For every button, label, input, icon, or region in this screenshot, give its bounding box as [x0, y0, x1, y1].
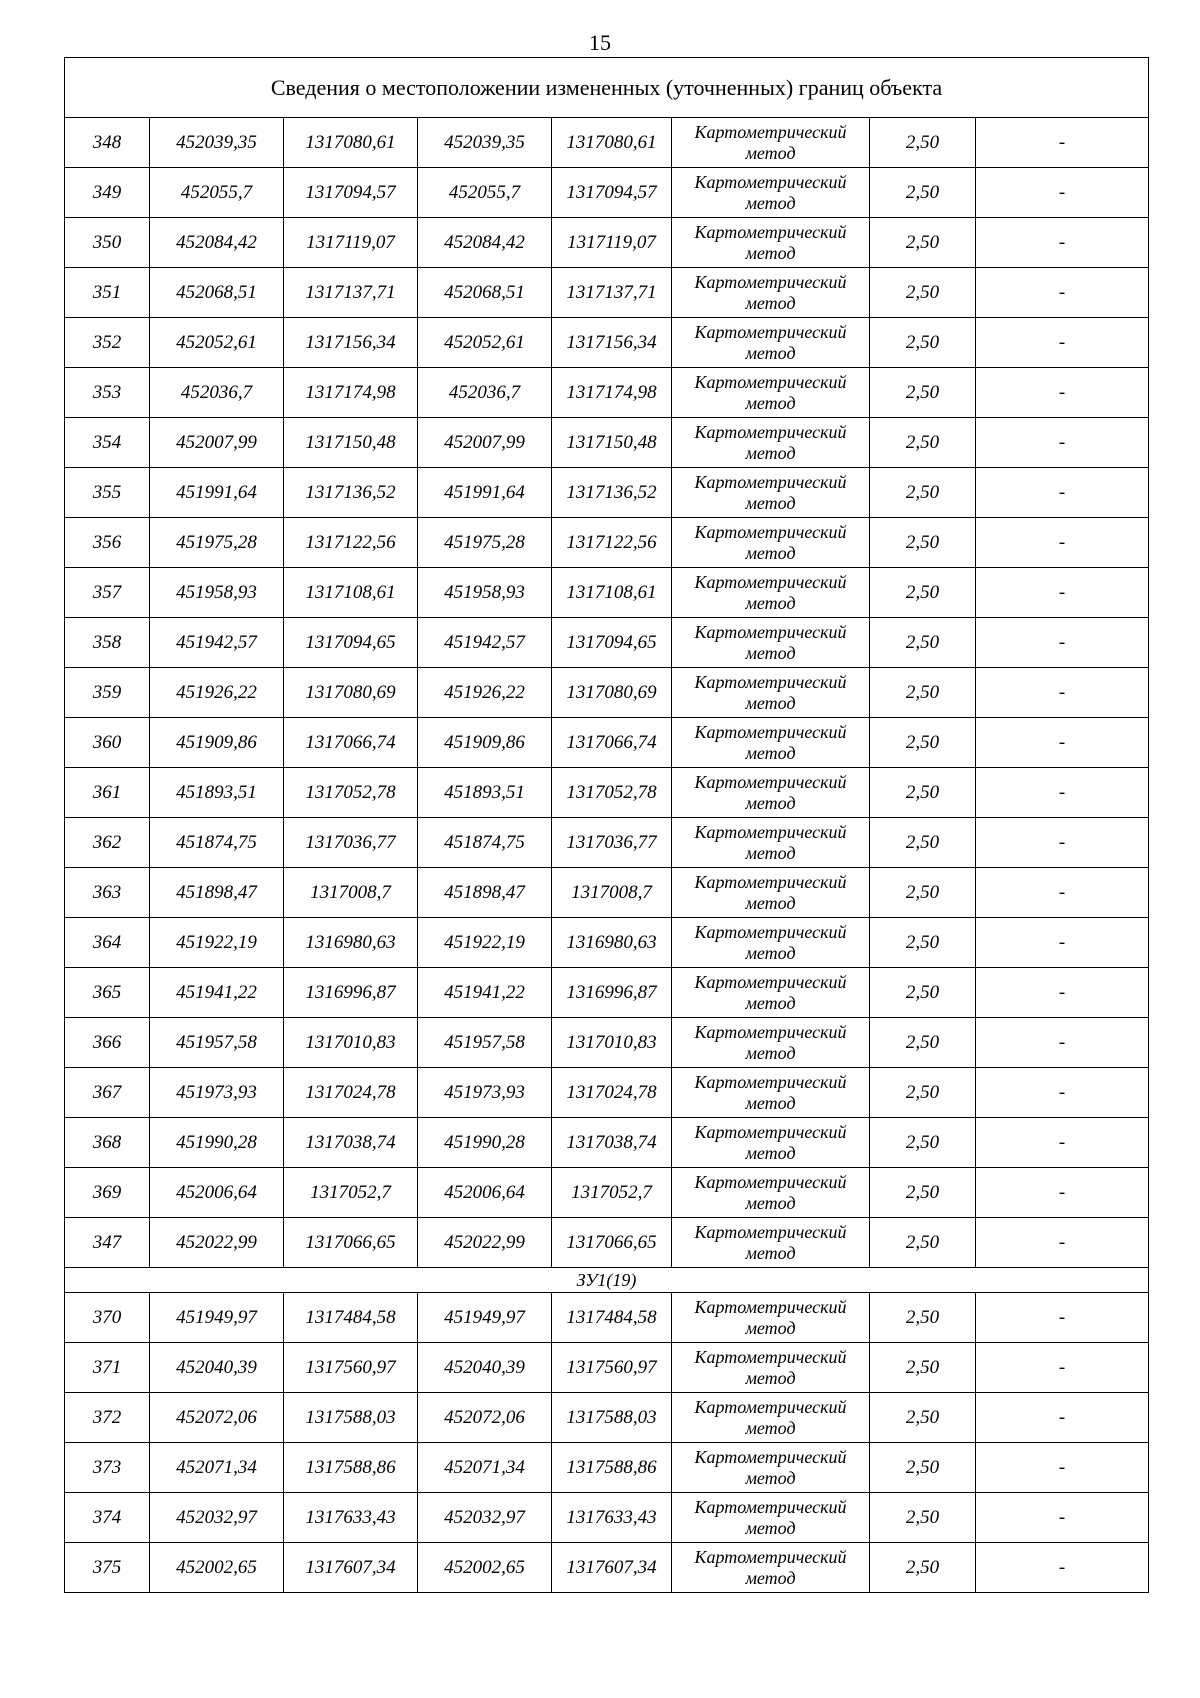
- table-row: [65, 1443, 1149, 1493]
- cell-x-new: 452036,7: [418, 368, 552, 418]
- cell-x-old: 451958,93: [150, 568, 284, 618]
- table-row: [65, 1218, 1149, 1268]
- cell-x-new: 451941,22: [418, 968, 552, 1018]
- cell-description: -: [976, 1393, 1149, 1443]
- cell-x-old: 451973,93: [150, 1068, 284, 1118]
- cell-x-old: 452002,65: [150, 1543, 284, 1593]
- cell-method: Картометрический метод: [672, 818, 870, 868]
- cell-x-old: 452007,99: [150, 418, 284, 468]
- cell-point-number: 365: [65, 968, 150, 1018]
- cell-description: -: [976, 1118, 1149, 1168]
- cell-y-new: 1317588,03: [552, 1393, 672, 1443]
- table-row: [65, 1068, 1149, 1118]
- table-row: [65, 1293, 1149, 1343]
- cell-description: -: [976, 268, 1149, 318]
- cell-description: -: [976, 1218, 1149, 1268]
- cell-y-old: 1317633,43: [284, 1493, 418, 1543]
- cell-method: Картометрический метод: [672, 318, 870, 368]
- cell-y-new: 1317094,65: [552, 618, 672, 668]
- cell-x-old: 452084,42: [150, 218, 284, 268]
- cell-accuracy: 2,50: [870, 518, 976, 568]
- cell-x-new: 451957,58: [418, 1018, 552, 1068]
- cell-x-old: 451898,47: [150, 868, 284, 918]
- cell-x-old: 452022,99: [150, 1218, 284, 1268]
- cell-accuracy: 2,50: [870, 1218, 976, 1268]
- cell-point-number: 373: [65, 1443, 150, 1493]
- cell-y-old: 1317607,34: [284, 1543, 418, 1593]
- cell-accuracy: 2,50: [870, 1393, 976, 1443]
- cell-method: Картометрический метод: [672, 1543, 870, 1593]
- cell-description: -: [976, 1493, 1149, 1543]
- table-row: [65, 518, 1149, 568]
- cell-point-number: 350: [65, 218, 150, 268]
- cell-y-new: 1316980,63: [552, 918, 672, 968]
- table-row: [65, 368, 1149, 418]
- table-row: [65, 1168, 1149, 1218]
- cell-y-old: 1317150,48: [284, 418, 418, 468]
- cell-description: -: [976, 768, 1149, 818]
- cell-accuracy: 2,50: [870, 718, 976, 768]
- cell-description: -: [976, 718, 1149, 768]
- cell-y-new: 1317560,97: [552, 1343, 672, 1393]
- cell-x-new: 452032,97: [418, 1493, 552, 1543]
- cell-point-number: 361: [65, 768, 150, 818]
- cell-accuracy: 2,50: [870, 318, 976, 368]
- cell-point-number: 362: [65, 818, 150, 868]
- cell-y-new: 1317066,74: [552, 718, 672, 768]
- cell-x-new: 452068,51: [418, 268, 552, 318]
- cell-y-new: 1316996,87: [552, 968, 672, 1018]
- cell-y-old: 1317052,7: [284, 1168, 418, 1218]
- page-number: 15: [589, 30, 611, 55]
- cell-accuracy: 2,50: [870, 668, 976, 718]
- cell-point-number: 349: [65, 168, 150, 218]
- cell-point-number: 364: [65, 918, 150, 968]
- cell-x-old: 451975,28: [150, 518, 284, 568]
- table-row: [65, 1118, 1149, 1168]
- table-row: [65, 1343, 1149, 1393]
- table-row: [65, 818, 1149, 868]
- cell-y-new: 1317080,69: [552, 668, 672, 718]
- cell-y-new: 1317122,56: [552, 518, 672, 568]
- cell-method: Картометрический метод: [672, 268, 870, 318]
- cell-y-old: 1317588,86: [284, 1443, 418, 1493]
- cell-accuracy: 2,50: [870, 868, 976, 918]
- cell-x-new: 451922,19: [418, 918, 552, 968]
- cell-y-new: 1317588,86: [552, 1443, 672, 1493]
- cell-x-new: 452052,61: [418, 318, 552, 368]
- cell-x-new: 452002,65: [418, 1543, 552, 1593]
- cell-y-new: 1317094,57: [552, 168, 672, 218]
- cell-x-new: 451990,28: [418, 1118, 552, 1168]
- cell-y-new: 1317607,34: [552, 1543, 672, 1593]
- cell-description: -: [976, 1168, 1149, 1218]
- cell-point-number: 357: [65, 568, 150, 618]
- cell-description: -: [976, 318, 1149, 368]
- cell-accuracy: 2,50: [870, 218, 976, 268]
- cell-point-number: 353: [65, 368, 150, 418]
- cell-method: Картометрический метод: [672, 1443, 870, 1493]
- cell-point-number: 375: [65, 1543, 150, 1593]
- cell-point-number: 347: [65, 1218, 150, 1268]
- cell-accuracy: 2,50: [870, 368, 976, 418]
- cell-y-old: 1317094,57: [284, 168, 418, 218]
- cell-x-old: 451957,58: [150, 1018, 284, 1068]
- cell-x-old: 451942,57: [150, 618, 284, 668]
- cell-method: Картометрический метод: [672, 1493, 870, 1543]
- cell-y-old: 1317484,58: [284, 1293, 418, 1343]
- table-title: Сведения о местоположении измененных (уточненных) границ объекта: [65, 58, 1149, 118]
- cell-x-old: 452006,64: [150, 1168, 284, 1218]
- table-row: [65, 1493, 1149, 1543]
- cell-accuracy: 2,50: [870, 818, 976, 868]
- cell-x-old: 451990,28: [150, 1118, 284, 1168]
- cell-point-number: 352: [65, 318, 150, 368]
- table-row: [65, 918, 1149, 968]
- cell-method: Картометрический метод: [672, 218, 870, 268]
- cell-x-new: 451942,57: [418, 618, 552, 668]
- cell-y-new: 1317633,43: [552, 1493, 672, 1543]
- cell-accuracy: 2,50: [870, 1168, 976, 1218]
- table-row: [65, 1393, 1149, 1443]
- cell-method: Картометрический метод: [672, 918, 870, 968]
- cell-y-new: 1317156,34: [552, 318, 672, 368]
- cell-method: Картометрический метод: [672, 718, 870, 768]
- cell-point-number: 369: [65, 1168, 150, 1218]
- cell-x-new: 452055,7: [418, 168, 552, 218]
- table-row: [65, 768, 1149, 818]
- cell-y-old: 1317137,71: [284, 268, 418, 318]
- table-title-row: [65, 58, 1149, 118]
- cell-x-old: 451949,97: [150, 1293, 284, 1343]
- cell-y-old: 1317588,03: [284, 1393, 418, 1443]
- table-row: [65, 718, 1149, 768]
- cell-description: -: [976, 1343, 1149, 1393]
- cell-x-old: 452072,06: [150, 1393, 284, 1443]
- cell-accuracy: 2,50: [870, 1493, 976, 1543]
- cell-method: Картометрический метод: [672, 368, 870, 418]
- cell-point-number: 356: [65, 518, 150, 568]
- cell-y-new: 1317038,74: [552, 1118, 672, 1168]
- cell-method: Картометрический метод: [672, 768, 870, 818]
- cell-x-new: 452022,99: [418, 1218, 552, 1268]
- cell-point-number: 371: [65, 1343, 150, 1393]
- cell-y-old: 1317052,78: [284, 768, 418, 818]
- cell-description: -: [976, 118, 1149, 168]
- cell-y-old: 1316980,63: [284, 918, 418, 968]
- cell-y-new: 1317484,58: [552, 1293, 672, 1343]
- cell-x-new: 451973,93: [418, 1068, 552, 1118]
- cell-x-old: 451874,75: [150, 818, 284, 868]
- cell-y-new: 1317136,52: [552, 468, 672, 518]
- cell-description: -: [976, 1293, 1149, 1343]
- cell-accuracy: 2,50: [870, 118, 976, 168]
- table-row: [65, 968, 1149, 1018]
- cell-accuracy: 2,50: [870, 418, 976, 468]
- table-body: [65, 58, 1149, 1593]
- cell-x-old: 451991,64: [150, 468, 284, 518]
- cell-description: -: [976, 1018, 1149, 1068]
- cell-y-new: 1317119,07: [552, 218, 672, 268]
- cell-point-number: 366: [65, 1018, 150, 1068]
- cell-y-old: 1317066,65: [284, 1218, 418, 1268]
- cell-x-old: 452055,7: [150, 168, 284, 218]
- cell-x-old: 451909,86: [150, 718, 284, 768]
- cell-description: -: [976, 818, 1149, 868]
- cell-y-new: 1317024,78: [552, 1068, 672, 1118]
- cell-accuracy: 2,50: [870, 618, 976, 668]
- cell-method: Картометрический метод: [672, 468, 870, 518]
- cell-point-number: 363: [65, 868, 150, 918]
- cell-x-new: 452084,42: [418, 218, 552, 268]
- cell-x-new: 451975,28: [418, 518, 552, 568]
- cell-x-old: 452071,34: [150, 1443, 284, 1493]
- cell-x-old: 452052,61: [150, 318, 284, 368]
- cell-description: -: [976, 218, 1149, 268]
- cell-x-old: 452039,35: [150, 118, 284, 168]
- table-row: [65, 668, 1149, 718]
- cell-method: Картометрический метод: [672, 668, 870, 718]
- cell-point-number: 370: [65, 1293, 150, 1343]
- cell-accuracy: 2,50: [870, 1293, 976, 1343]
- cell-y-old: 1317174,98: [284, 368, 418, 418]
- cell-y-old: 1317560,97: [284, 1343, 418, 1393]
- table-row: [65, 118, 1149, 168]
- cell-accuracy: 2,50: [870, 168, 976, 218]
- cell-y-new: 1317010,83: [552, 1018, 672, 1068]
- cell-x-old: 452040,39: [150, 1343, 284, 1393]
- cell-description: -: [976, 668, 1149, 718]
- cell-description: -: [976, 1543, 1149, 1593]
- cell-y-old: 1317108,61: [284, 568, 418, 618]
- cell-accuracy: 2,50: [870, 1018, 976, 1068]
- cell-accuracy: 2,50: [870, 968, 976, 1018]
- cell-y-old: 1317066,74: [284, 718, 418, 768]
- cell-x-new: 451949,97: [418, 1293, 552, 1343]
- cell-y-old: 1316996,87: [284, 968, 418, 1018]
- cell-x-old: 451893,51: [150, 768, 284, 818]
- cell-method: Картометрический метод: [672, 418, 870, 468]
- cell-y-new: 1317150,48: [552, 418, 672, 468]
- cell-y-old: 1317008,7: [284, 868, 418, 918]
- cell-accuracy: 2,50: [870, 1118, 976, 1168]
- cell-description: -: [976, 618, 1149, 668]
- cell-x-old: 451941,22: [150, 968, 284, 1018]
- cell-accuracy: 2,50: [870, 568, 976, 618]
- cell-y-new: 1317108,61: [552, 568, 672, 618]
- table-row: [65, 268, 1149, 318]
- boundary-coordinates-table: [64, 57, 1149, 1593]
- cell-method: Картометрический метод: [672, 1218, 870, 1268]
- cell-y-old: 1317080,61: [284, 118, 418, 168]
- cell-y-old: 1317036,77: [284, 818, 418, 868]
- cell-method: Картометрический метод: [672, 168, 870, 218]
- cell-method: Картометрический метод: [672, 968, 870, 1018]
- cell-description: -: [976, 468, 1149, 518]
- table-row: [65, 468, 1149, 518]
- section-label: ЗУ1(19): [65, 1268, 1149, 1293]
- cell-description: -: [976, 168, 1149, 218]
- cell-accuracy: 2,50: [870, 468, 976, 518]
- cell-point-number: 359: [65, 668, 150, 718]
- cell-method: Картометрический метод: [672, 1168, 870, 1218]
- cell-x-new: 452071,34: [418, 1443, 552, 1493]
- cell-x-new: 451874,75: [418, 818, 552, 868]
- cell-x-new: 451893,51: [418, 768, 552, 818]
- table-row: [65, 1018, 1149, 1068]
- table-row: [65, 568, 1149, 618]
- cell-y-new: 1317008,7: [552, 868, 672, 918]
- cell-point-number: 360: [65, 718, 150, 768]
- cell-method: Картометрический метод: [672, 568, 870, 618]
- table-row: [65, 418, 1149, 468]
- table-row: [65, 618, 1149, 668]
- cell-accuracy: 2,50: [870, 1343, 976, 1393]
- cell-y-new: 1317052,78: [552, 768, 672, 818]
- cell-y-old: 1317024,78: [284, 1068, 418, 1118]
- cell-x-new: 451909,86: [418, 718, 552, 768]
- cell-x-old: 452032,97: [150, 1493, 284, 1543]
- cell-method: Картометрический метод: [672, 1293, 870, 1343]
- cell-point-number: 374: [65, 1493, 150, 1543]
- cell-accuracy: 2,50: [870, 768, 976, 818]
- cell-x-new: 452040,39: [418, 1343, 552, 1393]
- cell-method: Картометрический метод: [672, 1393, 870, 1443]
- cell-y-new: 1317137,71: [552, 268, 672, 318]
- cell-method: Картометрический метод: [672, 1018, 870, 1068]
- cell-point-number: 358: [65, 618, 150, 668]
- table-row: [65, 218, 1149, 268]
- cell-point-number: 367: [65, 1068, 150, 1118]
- cell-y-new: 1317036,77: [552, 818, 672, 868]
- cell-y-old: 1317136,52: [284, 468, 418, 518]
- cell-x-new: 452072,06: [418, 1393, 552, 1443]
- cell-description: -: [976, 968, 1149, 1018]
- cell-point-number: 372: [65, 1393, 150, 1443]
- table-row: [65, 168, 1149, 218]
- cell-x-old: 452068,51: [150, 268, 284, 318]
- cell-point-number: 354: [65, 418, 150, 468]
- cell-description: -: [976, 518, 1149, 568]
- cell-x-new: 451898,47: [418, 868, 552, 918]
- cell-y-old: 1317122,56: [284, 518, 418, 568]
- cell-y-old: 1317038,74: [284, 1118, 418, 1168]
- table-row: [65, 868, 1149, 918]
- cell-x-old: 451922,19: [150, 918, 284, 968]
- cell-accuracy: 2,50: [870, 268, 976, 318]
- cell-x-new: 451958,93: [418, 568, 552, 618]
- section-row: [65, 1268, 1149, 1293]
- cell-method: Картометрический метод: [672, 618, 870, 668]
- cell-x-old: 452036,7: [150, 368, 284, 418]
- cell-accuracy: 2,50: [870, 918, 976, 968]
- table-row: [65, 318, 1149, 368]
- cell-accuracy: 2,50: [870, 1068, 976, 1118]
- cell-method: Картометрический метод: [672, 1343, 870, 1393]
- cell-description: -: [976, 368, 1149, 418]
- cell-method: Картометрический метод: [672, 518, 870, 568]
- cell-y-new: 1317052,7: [552, 1168, 672, 1218]
- cell-x-new: 452007,99: [418, 418, 552, 468]
- cell-y-new: 1317066,65: [552, 1218, 672, 1268]
- cell-x-new: 451991,64: [418, 468, 552, 518]
- cell-point-number: 355: [65, 468, 150, 518]
- cell-point-number: 368: [65, 1118, 150, 1168]
- cell-description: -: [976, 918, 1149, 968]
- cell-method: Картометрический метод: [672, 1118, 870, 1168]
- cell-x-new: 451926,22: [418, 668, 552, 718]
- cell-point-number: 351: [65, 268, 150, 318]
- cell-description: -: [976, 1443, 1149, 1493]
- cell-x-old: 451926,22: [150, 668, 284, 718]
- cell-description: -: [976, 418, 1149, 468]
- cell-x-new: 452039,35: [418, 118, 552, 168]
- cell-description: -: [976, 868, 1149, 918]
- cell-y-old: 1317094,65: [284, 618, 418, 668]
- cell-y-old: 1317119,07: [284, 218, 418, 268]
- cell-y-old: 1317010,83: [284, 1018, 418, 1068]
- cell-method: Картометрический метод: [672, 868, 870, 918]
- cell-method: Картометрический метод: [672, 1068, 870, 1118]
- table-row: [65, 1543, 1149, 1593]
- cell-point-number: 348: [65, 118, 150, 168]
- cell-accuracy: 2,50: [870, 1443, 976, 1493]
- cell-accuracy: 2,50: [870, 1543, 976, 1593]
- cell-description: -: [976, 1068, 1149, 1118]
- cell-y-new: 1317174,98: [552, 368, 672, 418]
- cell-x-new: 452006,64: [418, 1168, 552, 1218]
- cell-method: Картометрический метод: [672, 118, 870, 168]
- cell-y-new: 1317080,61: [552, 118, 672, 168]
- cell-y-old: 1317156,34: [284, 318, 418, 368]
- cell-description: -: [976, 568, 1149, 618]
- cell-y-old: 1317080,69: [284, 668, 418, 718]
